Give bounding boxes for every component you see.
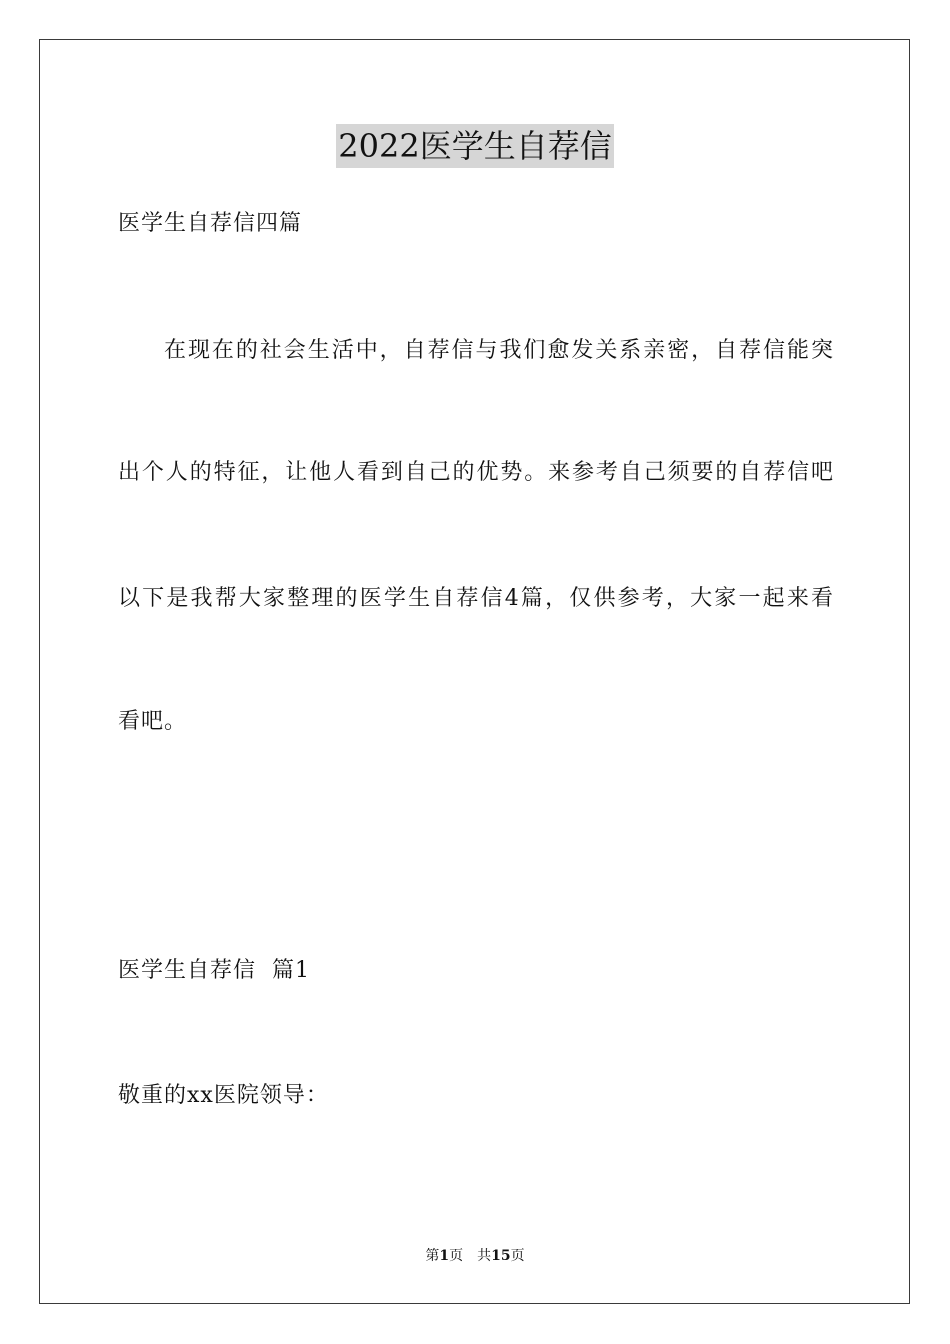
intro-line-3: 以下是我帮大家整理的医学生自荐信4篇，仅供参考，大家一起来看 [118,586,834,611]
section-heading: 医学生自荐信 篇1 [118,958,310,983]
footer-page-suffix: 页 [449,1248,464,1264]
intro-line-1: 在现在的社会生活中，自荐信与我们愈发关系亲密，自荐信能突 [164,338,834,363]
page-footer [0,1246,950,1266]
document-subtitle: 医学生自荐信四篇 [118,211,303,236]
footer-total-prefix: 共 [477,1248,492,1264]
document-title: 2022医学生自荐信 [336,124,613,168]
intro-line-4: 看吧。 [118,709,188,734]
footer-total-pages: 15 [491,1248,511,1264]
intro-line-2: 出个人的特征，让他人看到自己的优势。来参考自己须要的自荐信吧 [118,460,834,485]
salutation: 敬重的xx医院领导： [118,1083,329,1108]
footer-page-number: 1 [439,1248,450,1264]
footer-total-suffix: 页 [510,1248,525,1264]
title-block [0,124,950,168]
footer-page-prefix: 第 [425,1248,440,1264]
